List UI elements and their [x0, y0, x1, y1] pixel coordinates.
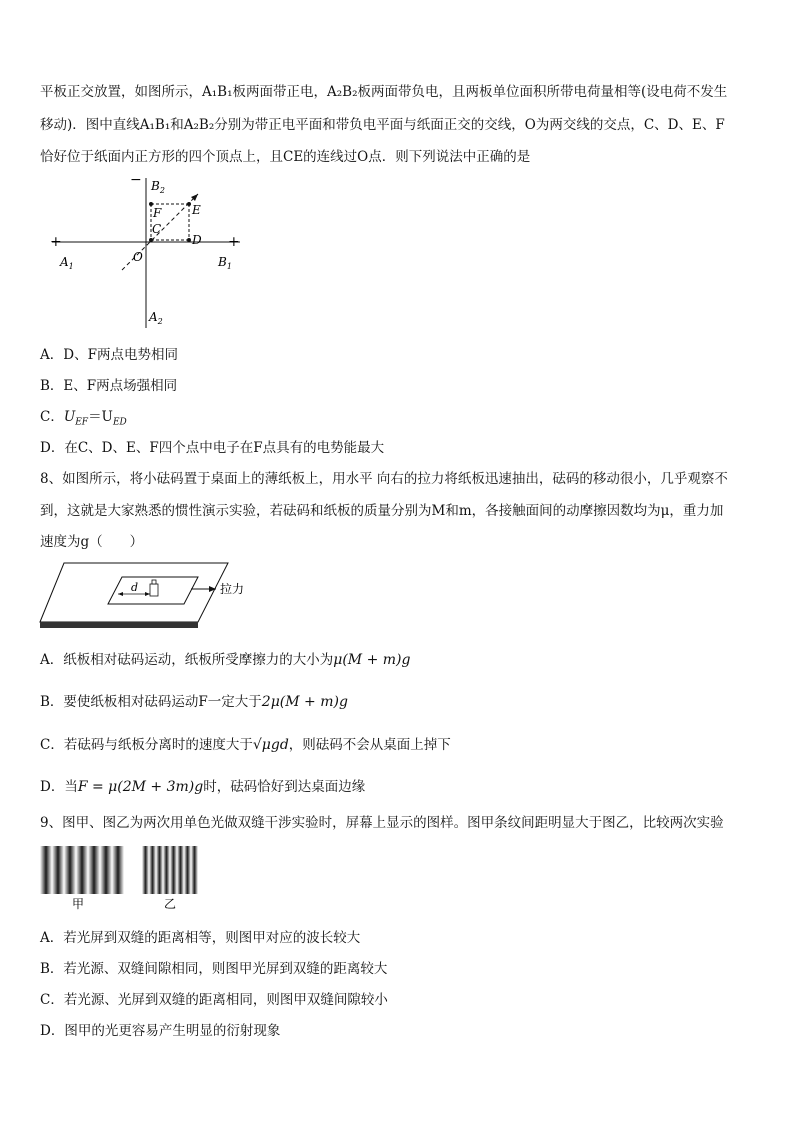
q8-stem-line-2: 到，这就是大家熟悉的惯性演示实验，若砝码和纸板的质量分别为M和m，各接触面间的动摩擦因数均为μ，重力加	[40, 503, 724, 519]
sign-plus-left: +	[50, 234, 62, 250]
fringe-pattern-jia	[40, 846, 124, 894]
q9-option-d: D．图甲的光更容易产生明显的衍射现象	[40, 1023, 281, 1039]
q7-option-c: C．$U_{EF}=U_{ED}$	[40, 409, 127, 428]
q8-option-b: B．要使纸板相对砝码运动F一定大于2μ(M + m)g	[40, 694, 348, 710]
label-f: F	[153, 206, 162, 220]
q7-stem-line-3: 恰好位于纸面内正方形的四个顶点上，且CE的连线过O点．则下列说法中正确的是	[40, 149, 531, 165]
q7-stem-line-1: 平板正交放置，如图所示，A₁B₁板两面带正电，A₂B₂板两面带负电，且两板单位面积所带电荷量相等(设电荷不发生	[40, 84, 728, 100]
label-b1: $B_1$	[218, 255, 232, 271]
q8-option-c: C．若砝码与纸板分离时的速度大于√μgd，则砝码不会从桌面上掉下	[40, 737, 451, 753]
point-e	[187, 202, 191, 206]
q7-option-a: A．D、F两点电势相同	[40, 347, 178, 363]
label-b2: $B_2$	[151, 179, 165, 195]
q9-option-a: A．若光屏到双缝的距离相等，则图甲对应的波长较大	[40, 930, 361, 946]
point-d	[187, 238, 191, 242]
fringe-pattern-yi	[142, 846, 198, 894]
q8-table-figure	[38, 560, 268, 635]
table-edge	[40, 622, 198, 628]
q9-stem-line-1: 9、图甲、图乙为两次用单色光做双缝干涉实验时，屏幕上显示的图样。图甲条纹间距明显大于图乙，比较两次实验	[40, 815, 724, 831]
label-yi: 乙	[164, 897, 177, 911]
label-e: E	[192, 203, 201, 217]
q9-option-c: C．若光源、光屏到双缝的距离相同，则图甲双缝间隙较小	[40, 992, 388, 1008]
q8-option-d: D．当F = μ(2M + 3m)g时，砝码恰好到达桌面边缘	[40, 779, 366, 795]
sign-minus-top: −	[130, 172, 142, 188]
label-a2: $A_2$	[149, 310, 163, 326]
q7-option-b: B．E、F两点场强相同	[40, 378, 178, 394]
q9-fringe-figure	[38, 843, 208, 911]
q7-stem-line-2: 移动)．图中直线A₁B₁和A₂B₂分别为带正电平面和带负电平面与纸面正交的交线，O为两交线的交点，C、D、E、F	[40, 117, 725, 133]
label-jia: 甲	[72, 897, 85, 911]
q7-field-figure	[40, 170, 250, 330]
q8-stem-line-3: 速度为g（ ）	[40, 534, 144, 550]
q8-stem-line-1: 8、如图所示，将小砝码置于桌面上的薄纸板上，用水平 向右的拉力将纸板迅速抽出，砝码的移动很小，几乎观察不	[40, 471, 728, 487]
point-c	[149, 238, 153, 242]
label-d: D	[192, 233, 202, 247]
sign-plus-right: +	[228, 234, 240, 250]
label-pull: 拉力	[220, 582, 245, 596]
q8-option-a: A．纸板相对砝码运动，纸板所受摩擦力的大小为μ(M + m)g	[40, 652, 411, 668]
q9-option-b: B．若光源、双缝间隙相同，则图甲光屏到双缝的距离较大	[40, 961, 388, 977]
weight-icon	[150, 584, 158, 596]
label-o: O	[133, 250, 143, 264]
label-d-distance: d	[131, 581, 139, 594]
q7-option-d: D．在C、D、E、F四个点中电子在F点具有的电势能最大	[40, 440, 385, 456]
label-c: C	[152, 222, 162, 236]
label-a1: $A_1$	[60, 255, 74, 271]
